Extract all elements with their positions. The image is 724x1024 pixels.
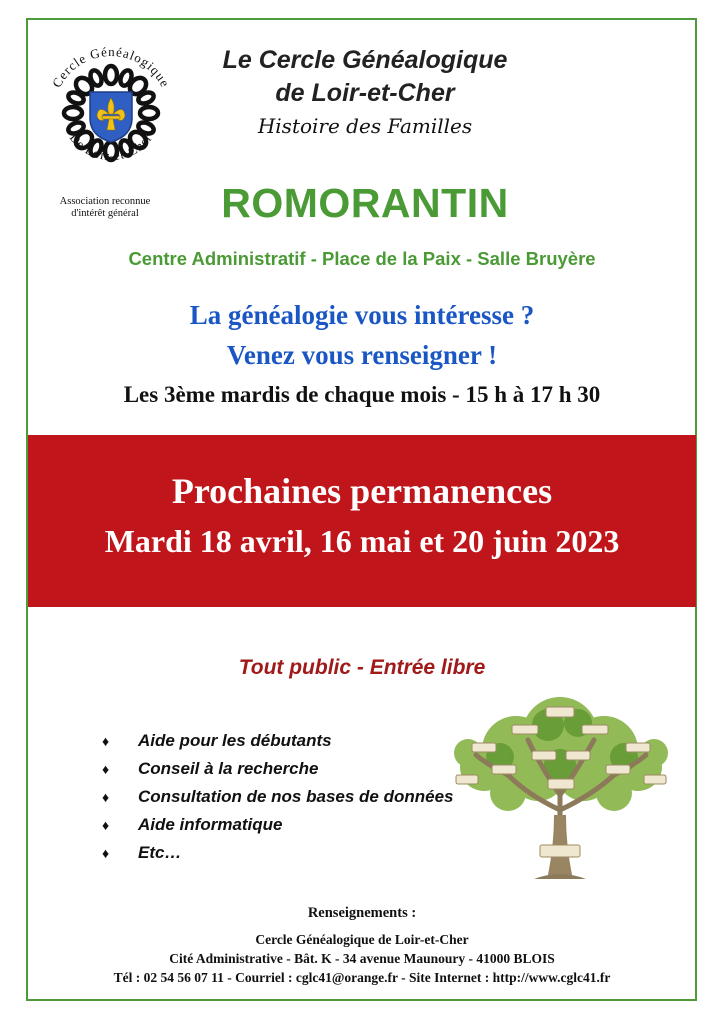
diamond-bullet-icon: ♦ xyxy=(102,761,110,777)
logo-caption-line1: Association reconnue xyxy=(59,196,151,207)
diamond-bullet-icon: ♦ xyxy=(102,789,110,805)
contact-details: Tél : 02 54 56 07 11 - Courriel : cglc41@orange.fr - Site Internet : http://www.cglc41.fr xyxy=(113,970,611,985)
town-title: ROMORANTIN xyxy=(221,180,509,226)
contact-address: Cité Administrative - Bât. K - 34 avenue Maunoury - 41000 BLOIS xyxy=(169,951,555,966)
invite-call: Venez vous renseigner ! xyxy=(226,340,498,370)
banner-dates: Mardi 18 avril, 16 mai et 20 juin 2023 xyxy=(104,523,620,559)
service-label: Aide pour les débutants xyxy=(138,731,332,750)
org-title-line1: Le Cercle Généalogique xyxy=(222,46,508,74)
invite-question: La généalogie vous intéresse ? xyxy=(189,300,535,330)
banner-title: Prochaines permanences xyxy=(171,471,553,511)
org-title-line2: de Loir-et-Cher xyxy=(275,79,455,107)
logo-caption-line2: d'intérêt général xyxy=(71,208,139,219)
org-tagline: Histoire des Familles xyxy=(257,114,473,138)
family-tree-icon xyxy=(448,695,673,883)
audience-line: Tout public - Entrée libre xyxy=(238,656,486,679)
service-label: Consultation de nos bases de données xyxy=(138,787,454,806)
diamond-bullet-icon: ♦ xyxy=(102,845,110,861)
logo-seal-icon xyxy=(40,42,182,184)
dates-banner xyxy=(28,435,696,607)
service-label: Aide informatique xyxy=(138,815,283,834)
logo-ring-text-top: Cercle Généalogique xyxy=(48,43,174,91)
schedule-line: Les 3ème mardis de chaque mois - 15 h à 17 h 30 xyxy=(123,382,601,407)
contact-org: Cercle Généalogique de Loir-et-Cher xyxy=(255,932,469,947)
diamond-bullet-icon: ♦ xyxy=(102,733,110,749)
logo-ring-text-bottom: De Loir-et-Cher xyxy=(66,130,156,164)
association-logo xyxy=(40,42,182,184)
venue-line: Centre Administratif - Place de la Paix - Salle Bruyère xyxy=(128,248,596,269)
diamond-bullet-icon: ♦ xyxy=(102,817,110,833)
service-label: Etc… xyxy=(138,843,182,862)
service-label: Conseil à la recherche xyxy=(138,759,319,778)
contact-heading: Renseignements : xyxy=(307,905,417,921)
logo-caption xyxy=(40,196,170,220)
